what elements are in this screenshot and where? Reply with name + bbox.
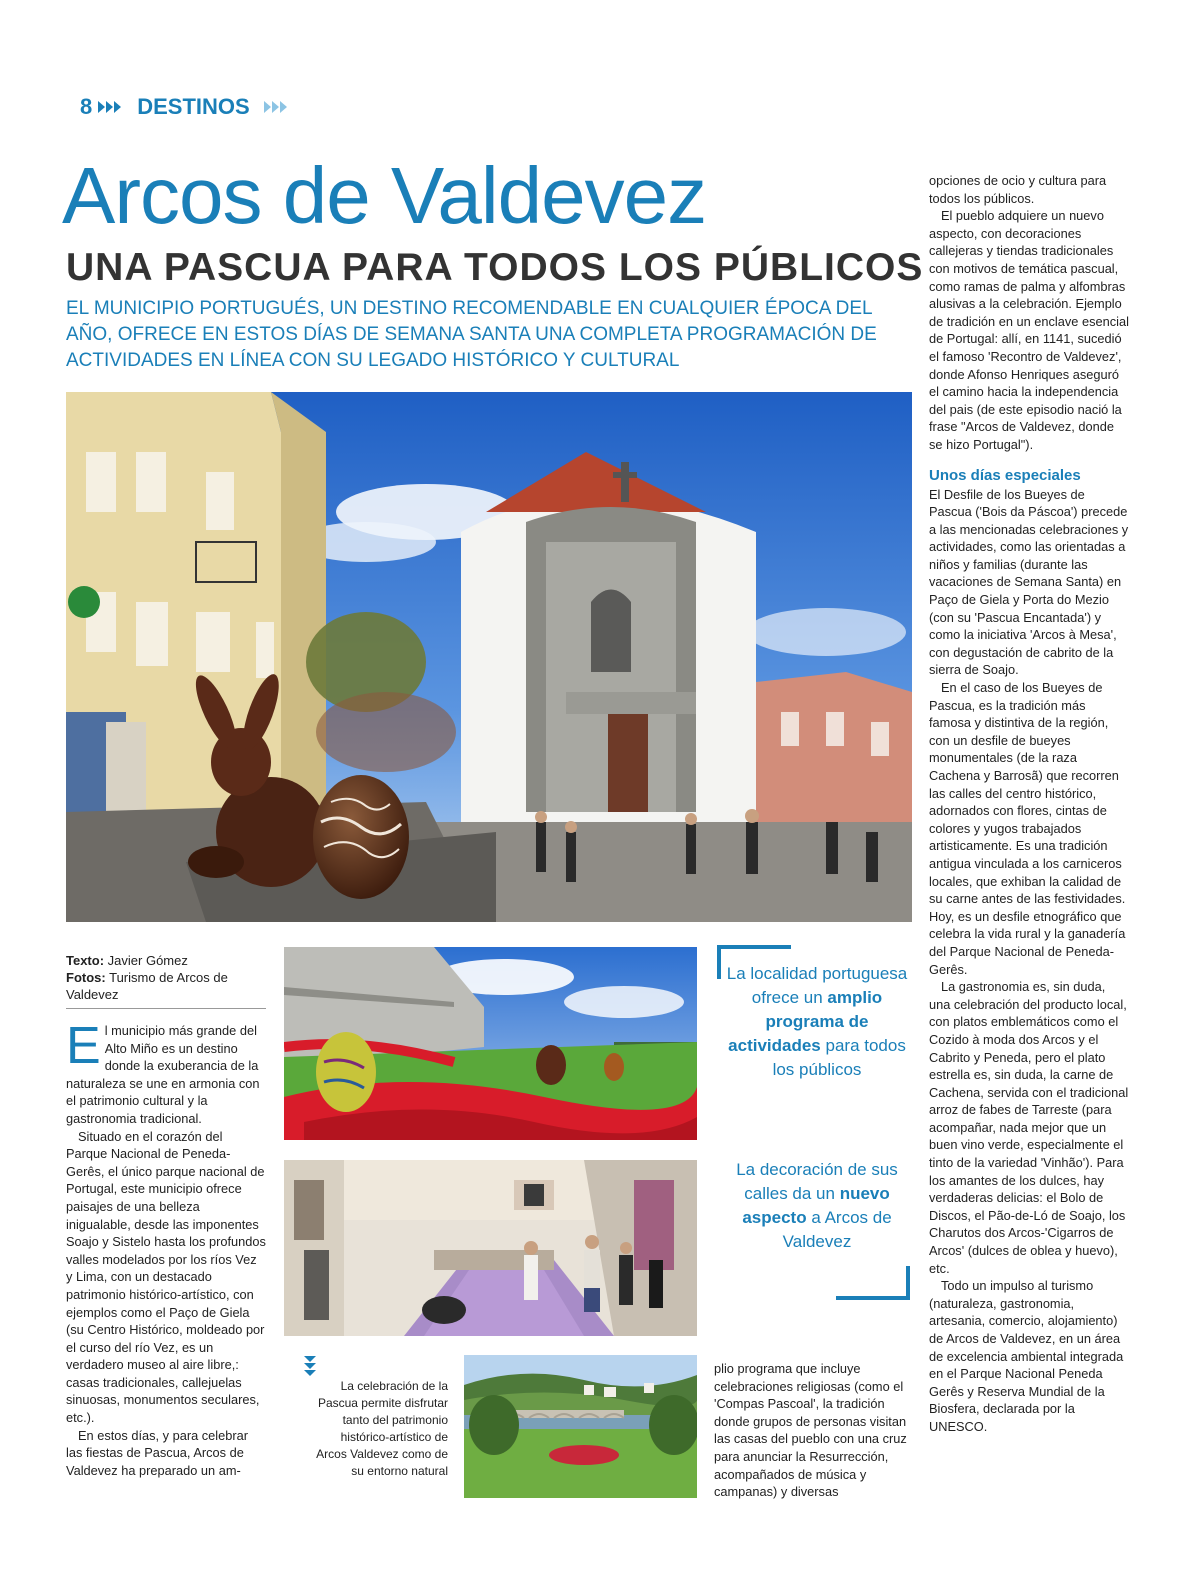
left-paragraph-1-text: l municipio más grande del Alto Miño es un destino donde la exuberancia de la naturaleza se une en armonia con el patrimonio cultural y la gastronomia tradicional.: [66, 1023, 260, 1126]
section-arrows-icon: [98, 101, 121, 113]
quote-bracket-bottom-right: [836, 1266, 910, 1300]
photo-credit-author: Turismo de Arcos de Valdevez: [66, 970, 228, 1002]
pull-quote-1-post: para todos los públicos: [772, 1036, 906, 1079]
left-paragraph-2: Situado en el corazón del Parque Nacional de Peneda-Gerês, el único parque nacional de Portugal, este municipio ofrece paisajes de una belleza inigualable, desde las imponentes Soajo y Sistelo hasta los profundos valles modelados por los ríos Vez y Lima, con un destacado patrimonio histórico-artístico, con ejemplos como el Paço de Giela (su Centro Histórico, moldeado por el curso del río Vez, es un verdadero museo al aire libre,: casas tradicionales, callejuelas sinuosas, monumentos seculares, etc.).: [66, 1128, 266, 1426]
photo-credit: [66, 969, 266, 1003]
section-name: DESTINOS: [137, 94, 250, 119]
middle-column-paragraph: plio programa que incluye celebraciones religiosas (como el 'Compas Pascoal', la tradición donde grupos de personas visitan las casas del pueblo con una cruz para anunciar la Resurrección, acompañados de música y campanas) y diversas: [714, 1361, 907, 1500]
main-photo-church: [66, 392, 912, 922]
right-paragraph-3: El Desfile de los Bueyes de Pascua ('Bois da Páscoa') precede a las mencionadas celebraciones y actividades, como las orientadas a niños y familias (durante las vacaciones de Semana Santa) en Paço de Giela y Porta do Mezio (con su 'Pascua Encantada') y como la iniciativa 'Arcos à Mesa', con degustación de cabrito de la sierra de Soajo.: [929, 486, 1129, 678]
right-column: [929, 172, 1129, 1436]
left-paragraph-3: En estos días, y para celebrar las fiestas de Pascua, Arcos de Valdevez ha preparado un am-: [66, 1427, 249, 1478]
pull-quote-2-post: a Arcos de Valdevez: [782, 1208, 892, 1251]
pull-quote-1: [722, 962, 912, 1082]
text-credit: [66, 952, 266, 969]
page-number: 8: [80, 94, 93, 119]
article-subtitle: UNA PASCUA PARA TODOS LOS PÚBLICOS: [66, 246, 924, 289]
article-credits: [66, 952, 266, 1003]
section-arrows-light-icon: [264, 101, 287, 113]
pull-quote-2-pre: La decoración de sus calles da un: [736, 1160, 898, 1203]
section-heading: Unos días especiales: [929, 466, 1081, 484]
photo-caption: La celebración de la Pascua permite disfrutar tanto del patrimonio histórico-artístico de Arcos Valdevez como de su entorno natural: [316, 1379, 448, 1478]
left-paragraph-1: [66, 1017, 266, 1128]
dropcap: E: [66, 1017, 101, 1075]
text-credit-author: Javier Gómez: [107, 953, 188, 968]
pull-quote-2-bold: nuevo aspecto: [742, 1184, 890, 1227]
article-title: Arcos de Valdevez: [62, 151, 707, 240]
photo-credit-label: Fotos:: [66, 970, 106, 985]
pull-quote-2: [722, 1158, 912, 1254]
photo-decorated-street: [284, 1160, 697, 1336]
right-paragraph-6: Todo un impulso al turismo (naturaleza, gastronomia, artesania, comercio, alojamiento) de Arcos de Valdevez, en un área de excelencia ambiental integrada en el Parque Nacional Peneda Gerês y Reserva Mundial de la Biosfera, declarada por la UNESCO.: [929, 1278, 1124, 1434]
right-paragraph-5: La gastronomia es, sin duda, una celebración del producto local, con platos emblemáticos como el Cozido à moda dos Arcos y el Cabrito y Peneda, pero el plato estrella es, sin duda, la carne de Cachena, servida con el tradicional arroz de fabes de Tarreste (para acompañar, nada mejor que un buen vino verde, especialmente el tinto de la variedad 'Vinhão'). Para los amantes de los dulces, hay verdaderas delicias: el Bolo de Discos, el Pão-de-Ló de Soajo, los Charutos dos Arcos-'Cigarros de Arcos' (dulces de oblea y huevo), etc.: [929, 979, 1129, 1276]
credits-divider: [66, 1008, 266, 1009]
text-credit-label: Texto:: [66, 953, 105, 968]
photo-eggs-garden: [284, 947, 697, 1140]
right-paragraph-1: opciones de ocio y cultura para todos los públicos.: [929, 173, 1107, 206]
right-paragraph-2: El pueblo adquiere un nuevo aspecto, con decoraciones callejeras y tiendas tradicionales con motivos de temática pascual, como ramas de palma y alfombras alusivas a la celebración. Ejemplo de tradición en un enclave esencial de Portugal: allí, en 1141, sucedió el famoso 'Recontro de Valdevez', donde Afonso Henriques aseguró el camino hacia la independencia del pais (de este episodio nació la frase "Arcos de Valdevez, donde se hizo Portugal").: [929, 208, 1129, 452]
caption-arrows-icon: [304, 1356, 316, 1376]
pull-quote-1-pre: La localidad portuguesa ofrece un: [726, 964, 908, 1007]
right-paragraph-4: En el caso de los Bueyes de Pascua, es la tradición más famosa y distintiva de la región, con un desfile de bueyes monumentales (de la raza Cachena y Barrosã) que recorren las calles del centro histórico, adornados con flores, cintas de colores y yugos trabajados artisticamente. Es una tradición antigua vinculada a los carniceros locales, que exhiban la calidad de su carne antes de las festividades. Hoy, es un desfile etnográfico que celebra la vida rural y la ganadería del Parque Nacional de Peneda-Gerês.: [929, 680, 1126, 977]
photo-bridge-landscape: [464, 1355, 697, 1498]
article-lead: EL MUNICIPIO PORTUGUÉS, UN DESTINO RECOMENDABLE EN CUALQUIER ÉPOCA DEL AÑO, OFRECE EN ESTOS DÍAS DE SEMANA SANTA UNA COMPLETA PROGRAMACIÓN DE ACTIVIDADES EN LÍNEA CON SU LEGADO HISTÓRICO Y CULTURAL: [66, 298, 877, 371]
pull-quote-1-bold: amplio programa de actividades: [728, 988, 883, 1055]
page-header: [80, 94, 287, 120]
left-column: [66, 1017, 266, 1479]
